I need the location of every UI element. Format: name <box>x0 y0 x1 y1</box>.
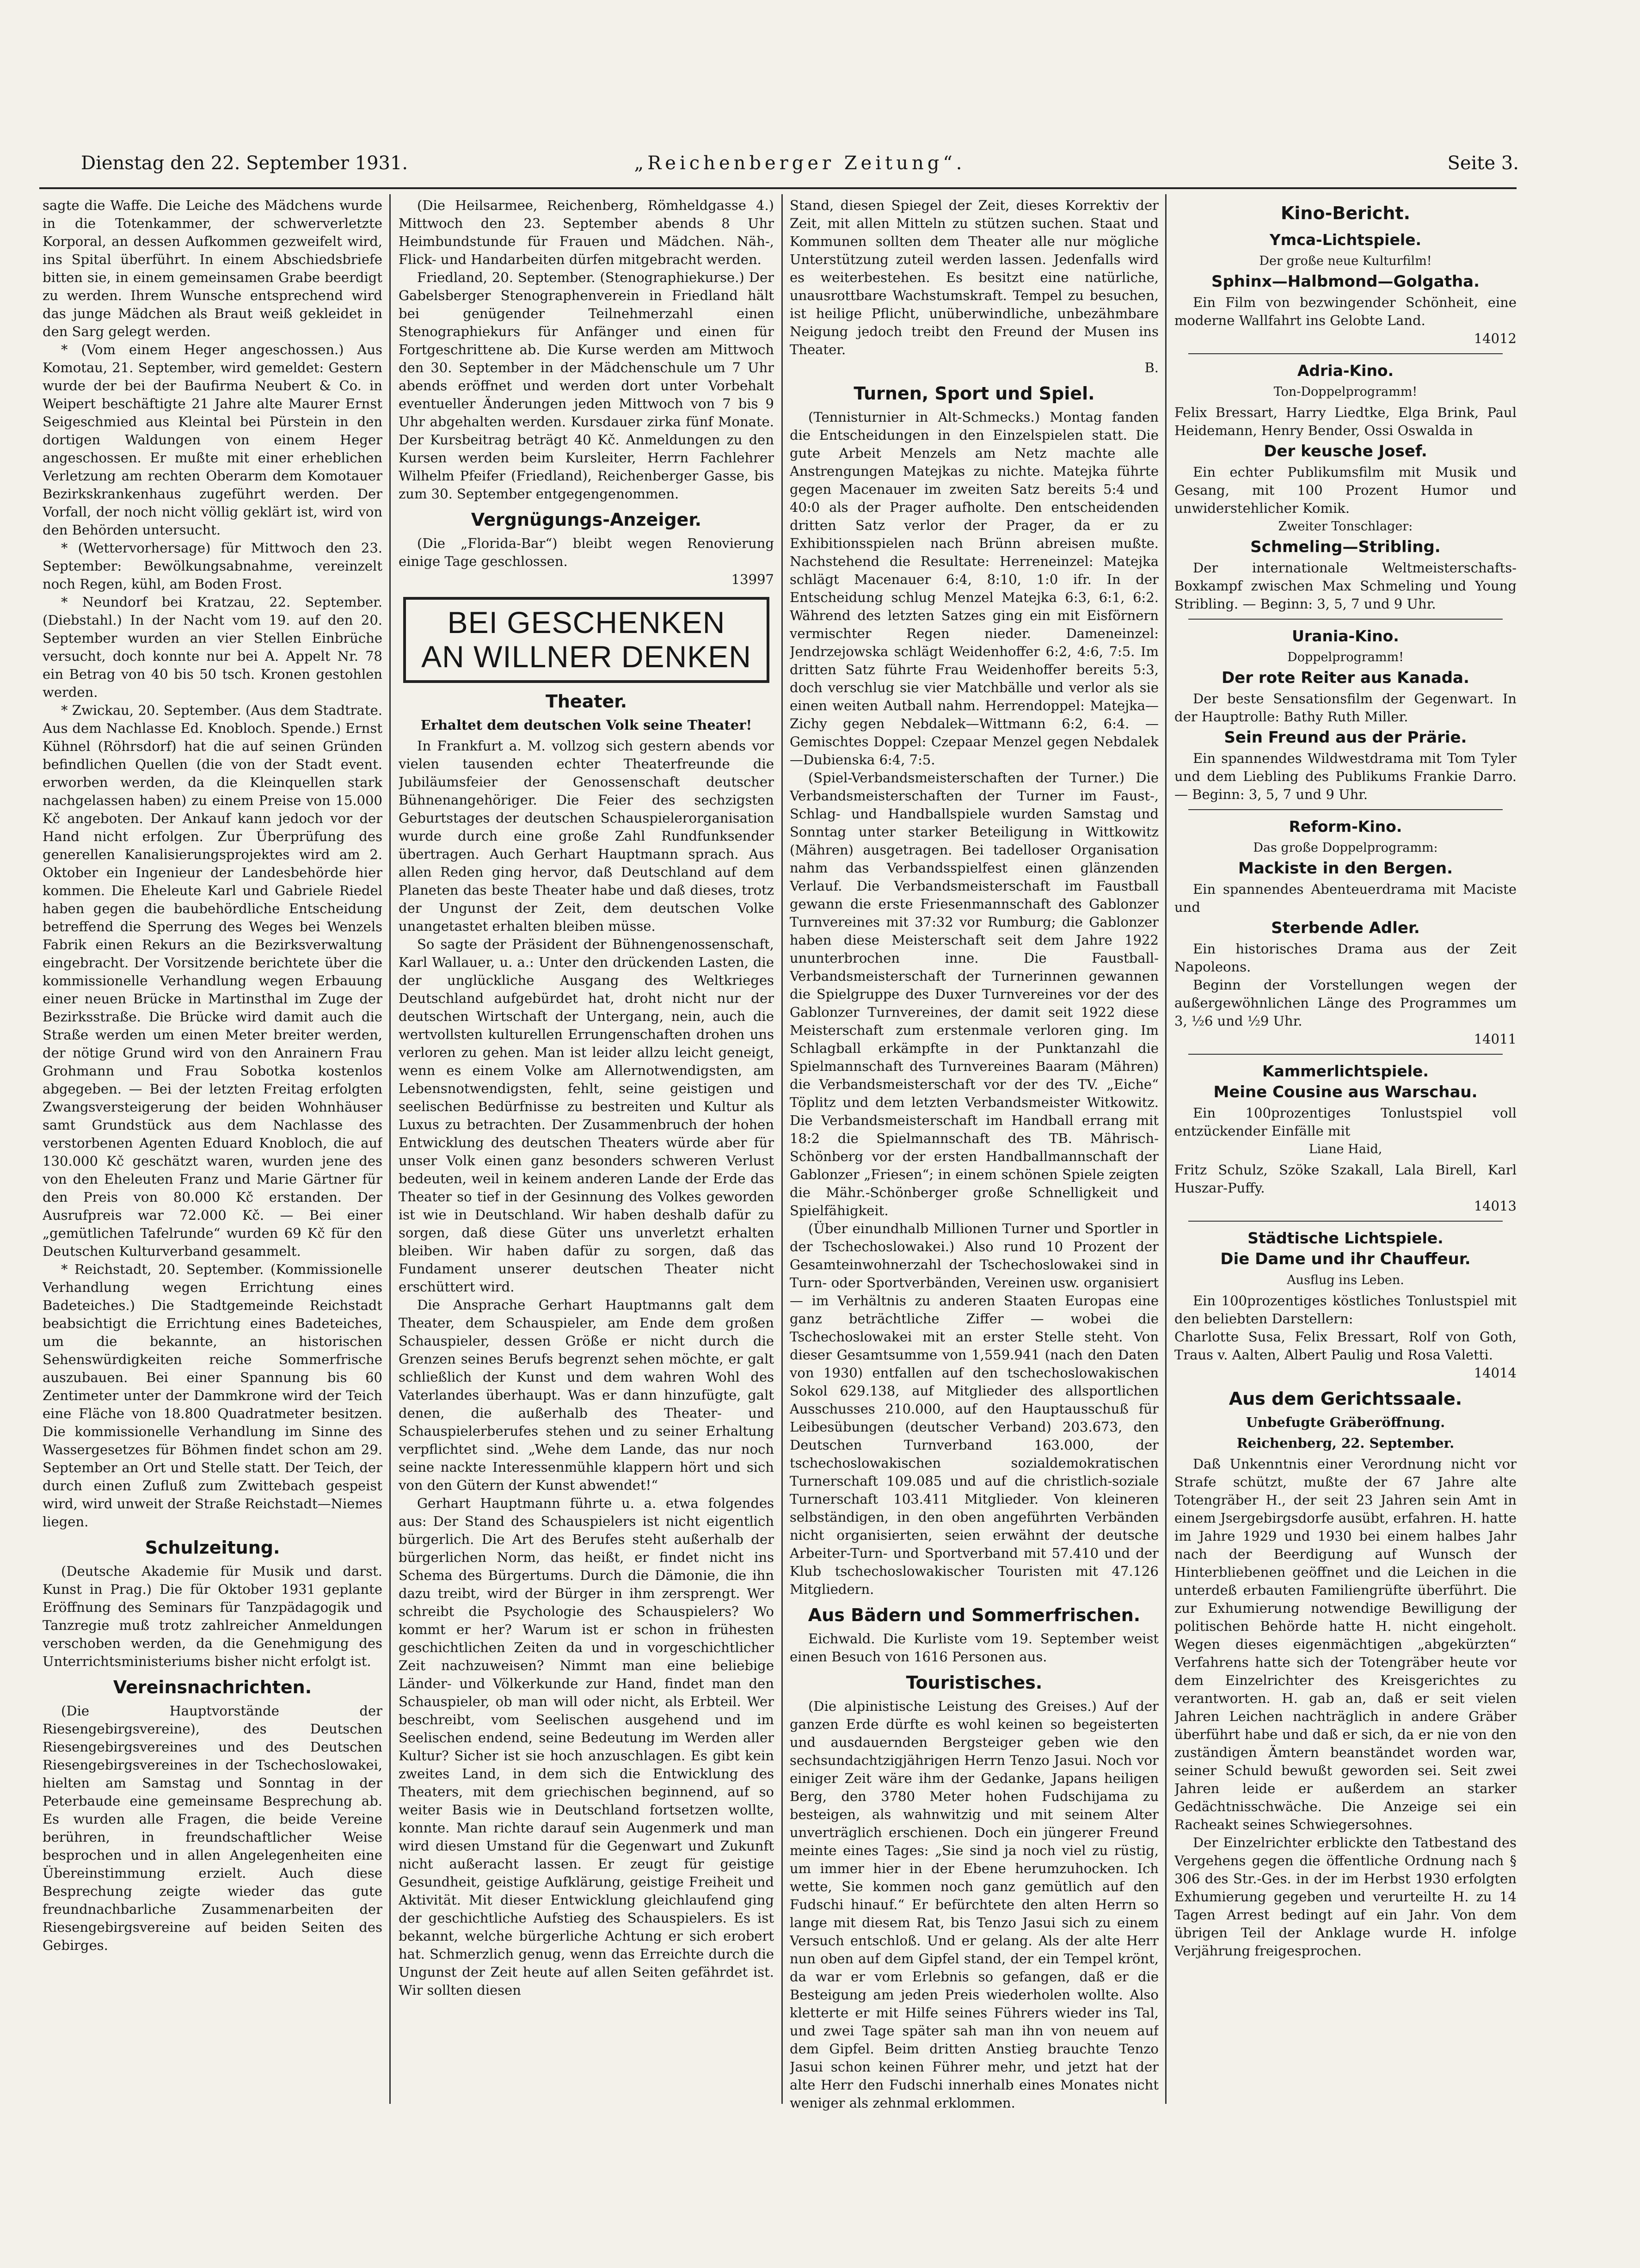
section-heading: Vergnügungs-Anzeiger. <box>471 510 702 530</box>
article-text: In Frankfurt a. M. vollzog sich gestern abends vor vielen tausenden echter Theaterfreunde die Jubiläumsfeier der Genossenschaft deutscher Bühnenangehöriger. Die Feier des sechzigsten Geburtstages der deutschen Schauspielerorganisation wurde durch eine große Zahl Rundfunksender übertragen. Auch Gerhart Hauptmann sprach. Aus allen Reden ging hervor, daß Deutschland auf dem Planeten das beste Theater habe und daß dieses, trotz der Ungunst der Zeit, dem deutschen Volke unangetastet erhalten bleiben müsse. <box>399 738 774 934</box>
article-dateline: Reichenberg, 22. September. <box>1236 1435 1455 1451</box>
section-heading: Turnen, Sport und Spiel. <box>854 383 1095 404</box>
column-divider <box>389 194 391 2104</box>
article-text: * (Vom einem Heger angeschossen.) Aus Komotau, 21. September, wird gemeldet: Gestern wurde der bei der Baufirma Neubert & Co. in Weipert beschäftigte 21 Jahre alte Maurer Ernst Seigeschmied aus Kleintal bei Pürstein in den dortigen Waldungen von einem Heger angeschossen. Er mußte mit einer erheblichen Verletzung am rechten Oberarm dem Komotauer Bezirkskrankenhaus zugeführt werden. Der Vorfall, der noch nicht völlig geklärt ist, wird von den Behörden untersucht. <box>43 342 382 538</box>
section-heading: Aus Bädern und Sommerfrischen. <box>808 1605 1141 1625</box>
film-title: Die Dame und ihr Chauffeur. <box>1220 1250 1471 1268</box>
cinema-note: Das große Doppelprogramm: <box>1253 841 1438 855</box>
article-text: (Die Hauptvorstände der Riesengebirgsvereine), des Deutschen Riesengebirgsvereines und des Deutschen Riesengebirgsvereines in der Tschechoslowakei, hielten am Samstag und Sonntag in der Peterbaude eine gemeinsame Besprechung ab. Es wurden alle Fragen, die beide Vereine berühren, in freundschaftlicher Weise besprochen und in allen Angelegenheiten eine Übereinstimmung erzielt. Auch diese Besprechung zeigte wieder das gute freundnachbarliche Zusammenarbeiten der Riesengebirgsvereine auf beiden Seiten des Gebirges. <box>43 1703 382 1953</box>
column-2 <box>399 197 774 2139</box>
divider <box>1188 353 1503 354</box>
film-description: Ein 100prozentiges Tonlustspiel voll entzückender Einfälle mit <box>1174 1105 1517 1139</box>
article-text: (Deutsche Akademie für Musik und darst. Kunst in Prag.) Die für Oktober 1931 geplante Eröffnung des Seminars für Tanzpädagogik und Tanzregie muß trotz zahlreicher Anmeldungen verschoben werden, da die Genehmigung des Unterrichtsministeriums bisher nicht erfolgt ist. <box>43 1563 382 1669</box>
section-heading: Schulzeitung. <box>145 1537 280 1558</box>
cinema-name: Kammerlichtspiele. <box>1262 1062 1429 1080</box>
film-cast: Fritz Schulz, Szöke Szakall, Lala Birell, Karl Huszar-Puffy. <box>1174 1162 1517 1196</box>
ad-line: BEI GESCHENKEN <box>447 605 725 639</box>
article-text: Die Ansprache Gerhart Hauptmanns galt dem Theater, dem Schauspieler, am Ende dem großen Schauspieler, dessen Größe er nicht durch die Grenzen seines Berufs begrenzt sehen möchte, er galt schließlich der Kunst und dem wahren Wohl des Vaterlandes überhaupt. Was er dann hinzufügte, galt denen, die außerhalb des Theater- und Schauspielerberufes stehen und zu seiner Erhaltung verpflichtet sind. „Wehe dem Lande, das nur noch seine nackte Interessenmühle klappern hört und sich von den Gütern der Kunst abwendet!“ <box>399 1297 774 1493</box>
article-text: (Die Heilsarmee, Reichenberg, Römheldgasse 4.) Mittwoch den 23. September abends 8 Uhr Heimbundstunde für Frauen und Mädchen. Näh-, Flick- und Handarbeiten dürfen mitgebracht werden. <box>399 197 774 267</box>
article-text: * (Wettervorhersage) für Mittwoch den 23. September: Bewölkungsabnahme, vereinzelt noch Regen, kühl, am Boden Frost. <box>43 540 382 592</box>
article-text: * Zwickau, 20. September. (Aus dem Stadtrate. Aus dem Nachlasse Ed. Knobloch. Spende.) Ernst Kühnel (Röhrsdorf) hat die auf seinen Gründen befindlichen Quellen (die von der Stadt event. erworben werden, da die Kleinquellen stark nachgelassen haben) zu einem Preise von 15.000 Kč angeboten. Der Ankauf kann jedoch vor der Hand nicht erfolgen. Zur Überprüfung des generellen Kanalisierungsprojektes wird am 2. Oktober ein Ingenieur der Landesbehörde hier kommen. Die Eheleute Karl und Gabriele Riedel haben gegen die baubehördliche Entscheidung betreffend die Sperrung des Weges bei Wenzels Fabrik einen Rekurs an die Bezirksverwaltung eingebracht. Der Vorsitzende berichtete über die kommissionelle Verhandlung wegen Erbauung einer neuen Brücke in Martinsthal im Zuge der Bezirksstraße. Die Brücke wird damit auch die Straße werden um einen Meter breiter werden, der nötige Grund wird von den Anrainern Frau Grohmann und Frau Sobotka kostenlos abgegeben. — Bei der letzten Freitag erfolgten Zwangsversteigerung der beiden Wohnhäuser samt Grundstück aus dem Nachlasse des verstorbenen Agenten Eduard Knobloch, die auf 130.000 Kč geschätzt waren, wurden jene des von den Eheleuten Franz und Marie Gärtner für den Preis von 80.000 Kč erstanden. Der Ausrufpreis war 72.000 Kč. — Bei einer „gemütlichen Tafelrunde“ wurden 69 Kč für den Deutschen Kulturverband gesammelt. <box>43 702 382 1259</box>
column-3 <box>790 197 1159 2139</box>
film-title: Meine Cousine aus Warschau. <box>1213 1083 1478 1101</box>
article-text: Friedland, 20. September. (Stenographiekurse.) Der Gabelsberger Stenographenverein in Friedland hält bei genügender Teilnehmerzahl einen Stenographiekurs für Anfänger und einen für Fortgeschrittene ab. Die Kurse werden am Mittwoch den 30. September in der Mädchenschule um 7 Uhr abends eröffnet und werden dort unter Vorbehalt eventueller Änderungen jeden Mittwoch von 7 bis 9 Uhr abgehalten werden. Kursdauer zirka fünf Monate. Der Kursbeitrag beträgt 40 Kč. Anmeldungen zu den Kursen werden beim Kursleiter, Herrn Fachlehrer Wilhelm Pfeifer (Friedland), Reichenberger Gasse, bis zum 30. September entgegengenommen. <box>399 270 774 502</box>
cinema-note: Liane Haid, <box>1308 1142 1382 1156</box>
cinema-name: Adria-Kino. <box>1297 362 1394 380</box>
film-title: Sphinx—Halbmond—Golgatha. <box>1211 272 1480 291</box>
ad-line: AN WILLNER DENKEN <box>421 639 751 674</box>
article-text: (Über einundhalb Millionen Turner und Sportler in der Tschechoslowakei.) Also rund 10 Prozent der Gesamteinwohnerzahl der Tschechoslowakei sind in Turn- oder Sportverbänden, Vereinen usw. organisiert — im Verhältnis zu anderen Staaten Europas eine ganz beträchtliche Ziffer — wobei die Tschechoslowakei mit an erster Stelle steht. Von dieser Gesamtsumme von 1,559.941 (nach den Daten von 1930) entfallen auf den tschechoslowakischen Sokol 629.138, auf Mitglieder des allsportlichen Ausschusses 210.000, auf den Hauptausschuß für Leibesübungen (deutscher Verband) 203.673, den Deutschen Turnverband 163.000, der tschechoslowakischen sozialdemokratischen Turnerschaft 109.085 und auf die christlich-soziale Turnerschaft 103.411 Mitglieder. Von kleineren selbständigen, in den oben angeführten Verbänden nicht organisierten, seien erwähnt der deutsche Arbeiter-Turn- und Sportverband mit 57.410 und der Klub tschechoslowakischer Touristen mit 47.126 Mitgliedern. <box>790 1221 1159 1597</box>
cinema-note: Zweiter Tonschlager: <box>1278 519 1413 534</box>
header-rule <box>39 187 1517 189</box>
cinema-name: Ymca-Lichtspiele. <box>1269 231 1422 249</box>
page-number: Seite 3. <box>1447 153 1519 174</box>
article-text: Stand, diesen Spiegel der Zeit, dieses Korrektiv der Zeit, mit allen Mitteln zu stützen suchen. Staat und Kommunen sollten dem Theater alle nur mögliche Unterstützung zuteil werden lassen. Jedenfalls wird es weiterbestehen. Es besitzt eine natürliche, unausrottbare Wachstumskraft. Tempel zu besuchen, ist heilige Pflicht, unüberwindliche, unbezähmbare Neigung jedoch treibt den Freund der Musen ins Theater. <box>790 197 1159 357</box>
newspaper-title: „Reichenberger Zeitung“. <box>634 153 966 174</box>
ad-code: 14012 <box>1474 331 1517 346</box>
cinema-note: Doppelprogramm! <box>1287 650 1404 664</box>
advertisement-box <box>403 597 769 683</box>
article-text: Gerhart Hauptmann führte u. a. etwa folgendes aus: Der Stand des Schauspielers ist nicht eigentlich bürgerlich. Die Art des Berufes steht außerhalb der bürgerlichen Norm, das heißt, er findet nicht ins Schema des Bürgertums. Durch die Dämonie, die ihn dazu treibt, wird der Bürger in ihm zersprengt. Wer schreibt die Psychologie des Schauspielers? Wo kommt er her? Warum ist er schon in frühesten geschichtlichen Zeiten da und in vorgeschichtlicher Zeit nachzuweisen? Nimmt man eine beliebige Länder- und Völkerkunde zur Hand, findet man den Schauspieler, ob man will oder nicht, als Erbteil. Wer beschreibt, vom Seelischen ausgehend und im Seelischen endend, seine Bedeutung im Werden aller Kultur? Sicher ist sie hoch anzuschlagen. Es gibt kein zweites Land, in dem sich die Entwicklung des Theaters, mit dem griechischen beginnend, auf so weiter Basis wie in Deutschland fortsetzen wollte, konnte. Man richte darauf sein Augenmerk und man wird diesen Umstand für die Gegenwart und Zukunft nicht außeracht lassen. Er zeugt für geistige Gesundheit, geistige Aufklärung, geistige Freiheit und Aktivität. Mit dieser Entwicklung gleichlaufend ging der geschichtliche Aufstieg des Schauspielers. Es ist bekannt, welche bürgerliche Achtung er sich erobert hat. Schmerzlich genug, wenn das Erreichte durch die Ungunst der Zeit heute auf allen Seiten gefährdet ist. Wir sollten diesen <box>399 1495 774 1998</box>
article-subheading: Erhaltet dem deutschen Volk seine Theater! <box>420 717 752 733</box>
film-cast: Charlotte Susa, Felix Bressart, Rolf von Goth, Traus v. Aalten, Albert Paulig und Rosa Valetti. <box>1174 1329 1517 1363</box>
article-text: sagte die Waffe. Die Leiche des Mädchens wurde in die Totenkammer, der schwerverletzte Korporal, an dessen Aufkommen gezweifelt wird, ins Spital überführt. In einem Abschiedsbriefe bitten sie, in einem gemeinsamen Grabe beerdigt zu werden. Ihrem Wunsche entsprechend wird das junge Mädchen als Braut weiß gekleidet in den Sarg gelegt werden. <box>43 197 382 339</box>
film-cast: Felix Bressart, Harry Liedtke, Elga Brink, Paul Heidemann, Henry Bender, Ossi Oswalda in <box>1174 405 1517 438</box>
ad-code: 14014 <box>1474 1365 1517 1381</box>
divider <box>1188 1054 1503 1055</box>
article-signature: B. <box>1144 360 1159 375</box>
ad-code: 13997 <box>731 572 774 587</box>
article-text: (Tennisturnier in Alt-Schmecks.) Montag fanden die Entscheidungen in den Einzelspielen statt. Die gute Arbeit Menzels am Netz machte alle Anstrengungen Matejkas zu nichte. Matejka führte gegen Macenauer im zweiten Satz bereits 5:4 und 40:0 als der Prager aufholte. Den entscheidenden dritten Satz verlor der Prager, da er zu Exhibitionsspielen nach Brünn abreisen mußte. Nachstehend die Resultate: Herreneinzel: Matejka schlägt Macenauer 6:4, 8:10, 1:0 ifr. In der Entscheidung schlug Menzel Matejka 6:3, 6:1, 6:2. Während des letzten Satzes ging ein mit Eisförnern vermischter Regen nieder. Dameneinzel: Jendrzejowska schlägt Weidenhoffer 6:2, 4:6, 7:5. Im dritten Satz führte Frau Weidenhoffer bereits 5:3, doch verschlug sie vier Matchbälle und verlor als sie einen weiten Autball nahm. Herrendoppel: Matejka—Zichy gegen Nebdalek—Wittmann 6:2, 6:4. — Gemischtes Doppel: Czepaar Menzel gegen Nebdalek—Dubienska 6:4, 7:5. <box>790 409 1159 768</box>
film-description: Der beste Sensationsfilm der Gegenwart. In der Hauptrolle: Bathy Ruth Miller. <box>1174 691 1517 725</box>
film-description: Ein echter Publikumsfilm mit Musik und Gesang, mit 100 Prozent Humor und unwiderstehlicher Komik. <box>1174 464 1517 516</box>
column-divider <box>781 194 783 2104</box>
page-header <box>81 153 1519 180</box>
article-text: * Reichstadt, 20. September. (Kommissionelle Verhandlung wegen Errichtung eines Badeteiches.) Die Stadtgemeinde Reichstadt beabsichtigt die Errichtung eines Badeteiches, um die bekannte, an historischen Sehenswürdigkeiten reiche Sommerfrische auszubauen. Bei einer Spannung bis 60 Zentimeter unter der Dammkrone wird der Teich eine Fläche von 18.800 Quadratmeter besitzen. Die kommissionelle Verhandlung im Sinne des Wassergesetzes für Böhmen findet schon am 29. September an Ort und Stelle statt. Der Teich, der durch einen Zufluß zum Zwittebach gespeist wird, wird unweit der Straße Reichstadt—Niemes liegen. <box>43 1261 382 1530</box>
section-heading: Touristisches. <box>906 1672 1043 1693</box>
article-text: So sagte der Präsident der Bühnengenossenschaft, Karl Wallauer, u. a.: Unter den drückenden Lasten, die der unglückliche Ausgang des Weltkrieges Deutschland aufgebürdet hat, droht nicht nur der deutschen Wirtschaft der Untergang, nein, auch die wertvollsten kulturellen Errungenschaften drohen uns verloren zu gehen. Man ist leider allzu leicht geneigt, wenn es einem Volke am Allernotwendigsten, am Lebensnotwendigsten, fehlt, seine geistigen und seelischen Bedürfnisse zu bestreiten und Kultur als Luxus zu betrachten. Der Zusammenbruch der hohen Entwicklung des deutschen Theaters würde aber für unser Volk einen ganz besonders schweren Verlust bedeuten, weil in keinem anderen Lande der Erde das Theater so tief in der Gesinnung des Volkes geworden ist wie in Deutschland. Wir haben deshalb dafür zu sorgen, daß diese Güter uns unverletzt erhalten bleiben. Wir haben dafür zu sorgen, daß das Fundament unserer deutschen Theater nicht erschüttert wird. <box>399 936 774 1295</box>
article-text: * Neundorf bei Kratzau, 22. September. (Diebstahl.) In der Nacht vom 19. auf den 20. September wurden an vier Stellen Einbrüche versucht, doch konnte nur bei A. Appelt Nr. 78 ein Betrag von 40 bis 50 tsch. Kronen gestohlen werden. <box>43 594 382 700</box>
article-text: (Die alpinistische Leistung des Greises.) Auf der ganzen Erde dürfte es wohl keinen so begeisterten und ausdauernden Bergsteiger geben wie den sechsundachtzigjährigen Herrn Tenzo Jasui. Noch vor einiger Zeit wäre ihm der Gedanke, Japans heiligen Berg, den 3780 Meter hohen Fudschijama zu besteigen, als wahnwitzig und mit seinem Alter unverträglich erschienen. Doch ein jüngerer Freund meinte eines Tages: „Sie sind ja noch viel zu rüstig, um immer hier in der Ebene herumzuhocken. Ich wette, Sie kommen noch ganz gemütlich auf den Fudschi hinauf.“ Er befürchtete den alten Herrn so lange mit diesem Rat, bis Tenzo Jasui sich zu einem Versuch entschloß. Und er gelang. Als der alte Herr nun oben auf dem Gipfel stand, der ein Tempel krönt, da war er vom Erlebnis so gefangen, daß er die Besteigung am jeden Preis wiederholen wollte. Also kletterte er mit Hilfe seines Führers wieder ins Tal, und zwei Tage später sah man ihn von neuem auf dem Gipfel. Beim dritten Anstieg brauchte Tenzo Jasui schon keinen Führer mehr, und jetzt hat der alte Herr den Fudschi innerhalb eines Monates nicht weniger als zehnmal erklommen. <box>790 1698 1159 2111</box>
film-title: Sein Freund aus der Prärie. <box>1224 728 1467 747</box>
cinema-note: Der große neue Kulturfilm! <box>1259 254 1432 268</box>
film-title: Mackiste in den Bergen. <box>1238 859 1453 878</box>
section-heading: Vereinsnachrichten. <box>113 1677 312 1697</box>
section-heading: Aus dem Gerichtssaale. <box>1228 1389 1462 1409</box>
film-title: Der keusche Josef. <box>1264 442 1427 461</box>
section-heading: Kino-Bericht. <box>1280 203 1411 223</box>
cinema-note: Ton-Doppelprogramm! <box>1273 385 1418 399</box>
film-description: Beginn der Vorstellungen wegen der außergewöhnlichen Länge des Programmes um 3, ½6 und ½9 Uhr. <box>1174 977 1517 1029</box>
divider <box>1188 1221 1503 1222</box>
section-heading: Theater. <box>545 691 627 712</box>
film-description: Der internationale Weltmeisterschafts-Boxkampf zwischen Max Schmeling und Young Stribling. — Beginn: 3, 5, 7 und 9 Uhr. <box>1174 560 1517 612</box>
film-description: Ein spannendes Wildwestdrama mit Tom Tyler und dem Liebling des Publikums Frankie Darro. — Beginn: 3, 5, 7 und 9 Uhr. <box>1174 750 1517 802</box>
divider <box>1188 809 1503 810</box>
film-title: Sterbende Adler. <box>1271 919 1420 937</box>
film-title: Schmeling—Stribling. <box>1250 538 1441 556</box>
cinema-name: Urania-Kino. <box>1292 627 1399 645</box>
column-1 <box>43 197 382 2139</box>
ad-code: 14011 <box>1474 1031 1517 1047</box>
ad-code: 14013 <box>1474 1198 1517 1214</box>
cinema-name: Reform-Kino. <box>1289 817 1402 836</box>
article-text: Eichwald. Die Kurliste vom 19. September weist einen Besuch von 1616 Personen aus. <box>790 1631 1159 1665</box>
film-description: Ein Film von bezwingender Schönheit, eine moderne Wallfahrt ins Gelobte Land. <box>1174 295 1517 328</box>
issue-date: Dienstag den 22. September 1931. <box>81 153 408 174</box>
film-description: Ein historisches Drama aus der Zeit Napoleons. <box>1174 941 1517 975</box>
cinema-note: Ausflug ins Leben. <box>1287 1273 1404 1287</box>
article-text: (Die „Florida-Bar“) bleibt wegen Renovierung einige Tage geschlossen. <box>399 535 774 569</box>
film-description: Ein spannendes Abenteuerdrama mit Maciste und <box>1174 881 1517 915</box>
film-description: Ein 100prozentiges köstliches Tonlustspiel mit den beliebten Darstellern: <box>1174 1293 1517 1327</box>
film-title: Der rote Reiter aus Kanada. <box>1222 669 1469 687</box>
cinema-name: Städtische Lichtspiele. <box>1247 1229 1443 1247</box>
column-divider <box>1165 194 1167 2104</box>
article-subheading: Unbefugte Gräberöffnung. <box>1246 1414 1445 1430</box>
article-text: Der Einzelrichter erblickte den Tatbestand des Vergehens gegen die öffentliche Ordnung nach § 306 des Str.-Ges. in der im Herbst 1930 erfolgten Exhumierung gegeben und verurteilte H. zu 14 Tagen Arrest bedingt auf ein Jahr. Von dem übrigen Teil der Anklage wurde H. infolge Verjährung freigesprochen. <box>1174 1835 1517 1959</box>
column-4 <box>1174 197 1517 2139</box>
article-text: Daß Unkenntnis einer Verordnung nicht vor Strafe schützt, mußte der 67 Jahre alte Totengräber H., der seit 23 Jahren sein Amt in einem Jsergebirgsdorfe ausübt, erfahren. H. hatte im Jahre 1929 und 1930 bei einem halbes Jahr nach der Beerdigung auf Wunsch der Hinterbliebenen geöffnet und die Leichen in die unterdeß erbauten Familiengrüfte überführt. Die zur Exhumierung notwendige Bewilligung der politischen Behörde hatte H. nicht eingeholt. Wegen dieses eigenmächtigen „abgekürzten“ Verfahrens hatte sich der Totengräber heute vor dem Einzelrichter des Kreisgerichtes zu verantworten. H. gab an, daß er seit vielen Jahren Leichen nachträglich in andere Gräber überführt habe und daß er sich, da er nie von den zuständigen Ämtern beanständet worden war, seiner Schuld bewußt geworden sei. Seit zwei Jahren leide er außerdem an starker Gedächtnisschwäche. Die Anzeige sei ein Racheakt seines Schwiegersohnes. <box>1174 1456 1517 1832</box>
article-text: (Spiel-Verbandsmeisterschaften der Turner.) Die Verbandsmeisterschaften der Turner im Faust-, Schlag- und Handballspiele wurden Samstag und Sonntag unter starker Beteiligung in Wittkowitz (Mähren) ausgetragen. Bei tadelloser Organisation nahm das Verbandsspielfest einen glänzenden Verlauf. Die Verbandsmeisterschaft im Faustball gewann die erste Friesenmannschaft des Gablonzer Turnvereines mit 37:32 vor Rumburg; die Gablonzer haben diese Meisterschaft seit dem Jahre 1922 ununterbrochen inne. Die Faustball-Verbandsmeisterschaft der Turnerinnen gewannen die Spielgruppe des Duxer Turnvereines vor der des Gablonzer Turnvereines, der damit seit 1922 diese Meisterschaft zum erstenmale verloren ging. Im Schlagball erkämpfte in der Punktanzahl die Spielmannschaft des Turnvereines Baaram (Mähren) die Verbandsmeisterschaft vor der des TV. „Eiche“ Töplitz und dem letzten Verbandsmeister Witkowitz. Die Verbandsmeisterschaft im Handball errang mit 18:2 die Spielmannschaft des TB. Mährisch-Schönberg vor der ersten Handballmannschaft der Gablonzer „Friesen“; in einem schönen Spiele zeigten die Mähr.-Schönberger große Schnelligkeit und Spielfähigkeit. <box>790 770 1159 1218</box>
divider <box>1188 619 1503 620</box>
